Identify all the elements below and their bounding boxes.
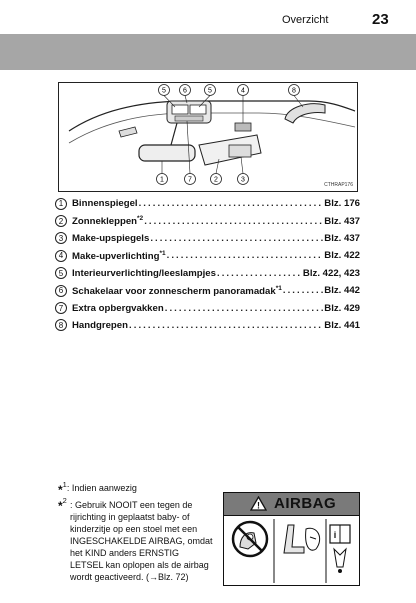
roof-diagram-svg: [59, 83, 357, 191]
warning-triangle-icon: [250, 496, 267, 511]
footnote-marker: *1: [275, 284, 282, 292]
airbag-title: AIRBAG: [274, 495, 337, 512]
leader-dots: [283, 285, 323, 296]
component-list: [55, 195, 360, 334]
mirror-stem: [171, 123, 177, 145]
item-number: 8: [55, 319, 67, 331]
item-number: 4: [55, 250, 67, 262]
list-item: [55, 299, 360, 316]
callout-top-4-text: 4: [241, 87, 245, 95]
footnote-marker: *2: [137, 214, 144, 222]
item-number: 1: [55, 198, 67, 210]
leader-dots: [217, 268, 302, 279]
item-label: Make-upverlichting$^{*1}$: [72, 249, 166, 262]
footnote-text: : Indien aanwezig: [66, 483, 137, 493]
leader-dots: [150, 233, 323, 244]
airbag-label-header: [224, 493, 359, 516]
svg-text:i: i: [333, 530, 337, 540]
no-rear-facing-seat-icon: [233, 522, 267, 556]
section-title: Overzicht: [282, 14, 329, 26]
page-reference[interactable]: Blz. 422, 423: [302, 267, 360, 279]
list-item: [55, 195, 360, 212]
left-clip: [119, 127, 137, 137]
item-number: 7: [55, 302, 67, 314]
item-number: 3: [55, 232, 67, 244]
list-item: [55, 317, 360, 334]
item-label: Schakelaar voor zonnescherm panoramadak$^{*1}$: [72, 284, 282, 297]
footnote-star: *: [58, 483, 63, 497]
page-reference[interactable]: Blz. 176: [324, 198, 360, 210]
reading-lamp-right: [190, 105, 206, 114]
page-reference[interactable]: Blz. 437: [324, 232, 360, 244]
callout-top-1-text: 5: [162, 87, 166, 95]
list-item: [55, 230, 360, 247]
airbag-warning-label: [223, 492, 360, 586]
console-switch: [175, 116, 203, 121]
footnote-star: *: [58, 499, 63, 513]
header-band: [0, 34, 416, 70]
item-number: 5: [55, 267, 67, 279]
figure-code: CTHRAP176: [324, 182, 353, 188]
item-number: 6: [55, 285, 67, 297]
warning-symbol: !: [257, 500, 260, 511]
item-label: Handgrepen: [72, 319, 128, 331]
leader-dots: [129, 320, 323, 331]
callout-top-3-text: 5: [208, 87, 212, 95]
page-reference[interactable]: Blz. 422: [324, 250, 360, 262]
page-reference[interactable]: Blz. 442: [324, 285, 360, 297]
item-number: 2: [55, 215, 67, 227]
list-item: [55, 247, 360, 264]
vanity-mirror: [229, 145, 251, 157]
page-reference[interactable]: Blz. 437: [324, 215, 360, 227]
footnote-marker: *1: [159, 249, 166, 257]
callout-bottom-2-text: 7: [188, 176, 192, 184]
interior-roof-illustration: [58, 82, 358, 192]
list-item: [55, 212, 360, 229]
item-label: Binnenspiegel: [72, 198, 138, 210]
item-label: Extra opbergvakken: [72, 302, 164, 314]
manual-book-icon: [330, 525, 350, 573]
footnote-text: : Gebruik NOOIT een tegen de rijrichting in geplaatst baby- of kinderzitje op een stoel met een INGESCHAKELDE AIRBAG, omdat het KIND anders ERNSTIG LETSEL kan oplopen als de airbag wordt geactiveerd. (→Blz. 72): [70, 500, 213, 582]
footnote-number: 1: [62, 480, 67, 489]
page-reference[interactable]: Blz. 441: [324, 319, 360, 331]
callout-bottom-1-text: 1: [160, 176, 164, 184]
page-number: 23: [372, 11, 389, 28]
callout-bottom-4-text: 3: [241, 176, 245, 184]
item-label: Make-upspiegels: [72, 232, 150, 244]
rearview-mirror: [139, 145, 195, 161]
list-item: [55, 282, 360, 299]
list-item: [55, 265, 360, 282]
callout-top-2-text: 6: [183, 87, 187, 95]
page-reference[interactable]: Blz. 429: [324, 302, 360, 314]
leader-dots: [139, 198, 324, 209]
vanity-light: [235, 123, 251, 131]
item-label: Interieurverlichting/leeslampjes: [72, 267, 216, 279]
footnote-2: [58, 495, 214, 583]
headliner-inner: [69, 113, 355, 143]
leader-dots: [144, 216, 323, 227]
seat-airbag-icon: [284, 525, 320, 553]
leader-dots: [167, 250, 324, 261]
item-label: Zonnekleppen$^{*2}$: [72, 214, 144, 228]
leader-dots: [165, 303, 324, 314]
assist-grip: [285, 104, 325, 123]
callout-bottom-3-text: 2: [214, 176, 218, 184]
callout-top-5-text: 8: [292, 87, 296, 95]
footnote-number: 2: [62, 496, 67, 505]
